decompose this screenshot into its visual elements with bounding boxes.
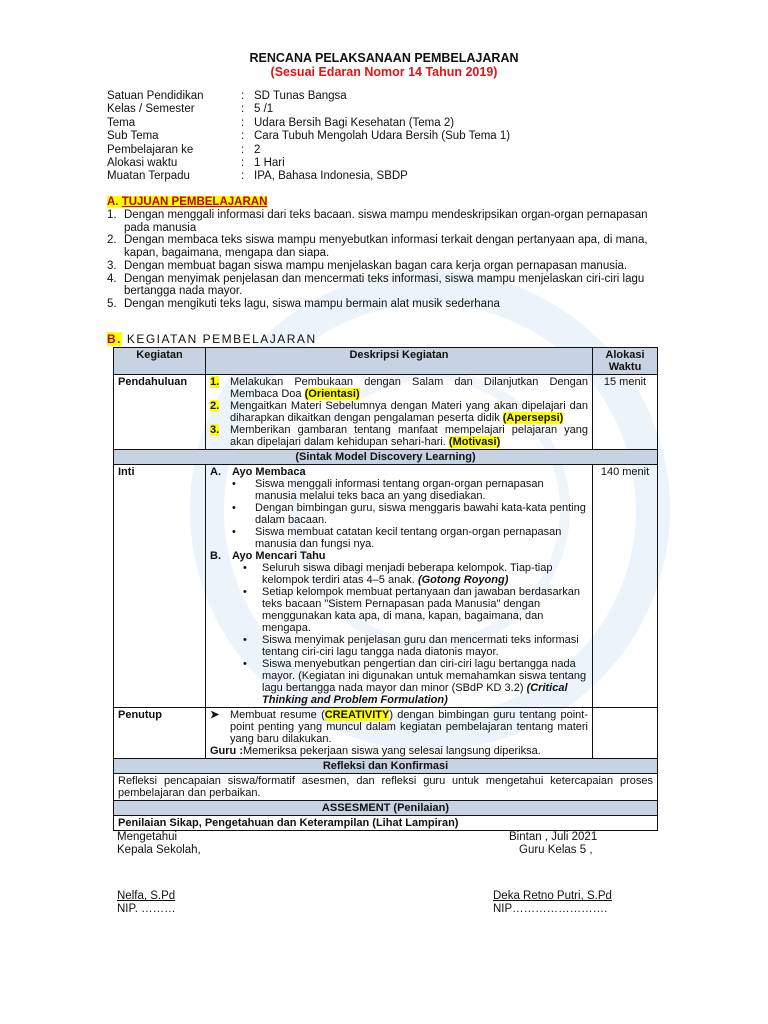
row-description: ➤ Membuat resume (CREATIVITY) dengan bimbingan guru tentang point-point penting yang muncul dalam kegiatan pembelajaran tentang materi yang baru dilakukan. Guru :Memeriksa pekerjaan siswa yang selesai langsung diperiksa. [206, 708, 593, 759]
doc-subtitle: (Sesuai Edaran Nomor 14 Tahun 2019) [270, 65, 498, 79]
list-item: • Seluruh siswa dibagi menjadi beberapa kelompok. Tiap-tiap kelompok terdiri atas 4–5 anak. (Gotong Royong) [210, 562, 588, 586]
table-row [114, 465, 658, 708]
list-item: 3. Dengan membuat bagan siswa mampu menjelaskan bagan cara kerja organ pernapasan manusia. [107, 259, 628, 272]
list-item: 2. Dengan membaca teks siswa mampu menyebutkan informasi terkait dengan pertanyaan apa, di mana, kapan, bagaimana, mengapa dan siapa. [107, 234, 648, 260]
row-description: 1. Melakukan Pembukaan dengan Salam dan Dilanjutkan Dengan Membaca Doa (Orientasi) 2. Mengaitkan Materi Sebelumnya dengan Materi yang akan dipelajari dan diharapkan dikaitkan dengan pengalaman peserta didik (Apersepsi) 3. Memberikan gambaran tentang manfaat mempelajari pelajaran yang akan dipelajari dalam kehidupan sehari-hari. (Motivasi) [206, 375, 593, 450]
goals-list [107, 209, 667, 311]
list-item: 4. Dengan menyimak penjelasan dan mencermati teks informasi, siswa mampu menjelaskan ciri-ciri lagu bertangga nada mayor. [107, 272, 645, 298]
list-item: • Setiap kelompok membuat pertanyaan dan jawaban berdasarkan teks bacaan "Sistem Pernapasan pada Manusia" dengan menggunakan kata apa, di mana, kapan, bagaimana, dan mengapa. [210, 586, 588, 634]
list-item: • Dengan bimbingan guru, siswa menggaris bawahi kata-kata penting dalam bacaan. [210, 502, 588, 526]
signature-right-name: Deka Retno Putri, S.Pd NIP……………………. [493, 890, 612, 915]
row-label: Penutup [114, 708, 206, 759]
table-row [114, 375, 658, 450]
table-row [114, 816, 658, 831]
table-row [114, 708, 658, 759]
col-alokasi: Alokasi Waktu [593, 348, 658, 375]
asesmen-title: ASSESMENT (Penilaian) [114, 801, 658, 816]
refleksi-text: Refleksi pencapaian siswa/formatif asesmen, dan refleksi guru untuk mengetahui ketercapaian proses pembelajaran dan perbaikan. [114, 774, 658, 801]
row-time: 140 menit [593, 465, 658, 708]
refleksi-title: Refleksi dan Konfirmasi [114, 759, 658, 774]
list-item: • Siswa menggali informasi tentang organ-organ pernapasan manusia melalui teks baca an yang disediakan. [210, 478, 588, 502]
table-row [114, 450, 658, 465]
activities-table [113, 347, 658, 831]
sintak-label: (Sintak Model Discovery Learning) [114, 450, 658, 465]
table-header-row [114, 348, 658, 375]
list-item: • Siswa membuat catatan kecil tentang organ-organ pernapasan manusia dan fungsi nya. [210, 526, 588, 550]
identity-row: Tema : Udara Bersih Bagi Kesehatan (Tema 2) [107, 116, 455, 129]
doc-title: RENCANA PELAKSANAAN PEMBELAJARAN [249, 51, 519, 65]
identity-row: Pembelajaran ke : 2 [107, 143, 261, 156]
list-item: 5. Dengan mengikuti teks lagu, siswa mampu bermain alat musik sederhana [107, 297, 500, 310]
col-kegiatan: Kegiatan [114, 348, 206, 375]
section-b-heading: B. KEGIATAN PEMBELAJARAN [107, 332, 317, 346]
asesmen-text: Penilaian Sikap, Pengetahuan dan Keterampilan (Lihat Lampiran) [114, 816, 658, 831]
identity-row: Alokasi waktu : 1 Hari [107, 156, 285, 169]
list-item: • Siswa menyimak penjelasan guru dan mencermati teks informasi tentang ciri-ciri lagu tangga nada diatonis mayor. [210, 634, 588, 658]
row-time: 15 menit [593, 375, 658, 450]
list-item: 1. Dengan menggali informasi dari teks bacaan. siswa mampu mendeskripsikan organ-organ pernapasan pada manusia [107, 209, 648, 234]
identity-row: Kelas / Semester : 5 /1 [107, 103, 274, 116]
col-deskripsi: Deskripsi Kegiatan [206, 348, 593, 375]
table-row [114, 774, 658, 801]
identity-row: Sub Tema : Cara Tubuh Mengolah Udara Bersih (Sub Tema 1) [107, 130, 511, 143]
signature-right: Bintan , Juli 2021 Guru Kelas 5 , [509, 831, 598, 856]
row-label: Inti [114, 465, 206, 708]
identity-row: Satuan Pendidikan : SD Tunas Bangsa [107, 90, 347, 102]
identity-row: Muatan Terpadu : IPA, Bahasa Indonesia, SBDP [107, 170, 408, 183]
list-item: • Siswa menyebutkan pengertian dan ciri-ciri lagu bertangga nada mayor. (Kegiatan ini digunakan untuk memahamkan siswa tentang lagu bertangga nada mayor dan minor (SBdP KD 3.2) (Critical Thinking and Problem Formulation) [210, 658, 588, 706]
row-description: A. Ayo Membaca • Siswa menggali informasi tentang organ-organ pernapasan manusia melalui teks baca an yang disediakan. • Dengan bimbingan guru, siswa menggaris bawahi kata-kata penting dalam bacaan. • Siswa membuat catatan kecil tentang organ-organ pernapasan manusia dan fungsi nya. B. Ayo Mencari Tahu • Seluruh siswa dibagi menjadi beberapa kelompok. Tiap-tiap kelompok terdiri atas 4–5 anak. (Gotong Royong) • Setiap kelompok membuat pertanyaan dan jawaban berdasarkan teks bacaan "Sistem Pernapasan pada Manusia" dengan menggunakan kata apa, di mana, kapan, bagaimana, dan mengapa. • Siswa menyimak penjelasan guru dan mencermati teks informasi tentang ciri-ciri lagu tangga nada diatonis mayor. • Siswa menyebutkan pengertian dan ciri-ciri lagu bertangga nada mayor. (Kegiatan ini digunakan untuk memahamkan siswa tentang lagu bertangga nada mayor dan minor (SBdP KD 3.2) (Critical Thinking and Problem Formulation) [206, 465, 593, 708]
table-row [114, 759, 658, 774]
section-a-heading: A. TUJUAN PEMBELAJARAN [107, 196, 268, 208]
signature-left: Mengetahui Kepala Sekolah, [117, 831, 201, 856]
row-label: Pendahuluan [114, 375, 206, 450]
signature-left-name: Nelfa, S.Pd NIP. ……… [117, 890, 176, 915]
arrow-icon: ➤ [210, 709, 220, 721]
table-row [114, 801, 658, 816]
identity-block [107, 90, 510, 184]
